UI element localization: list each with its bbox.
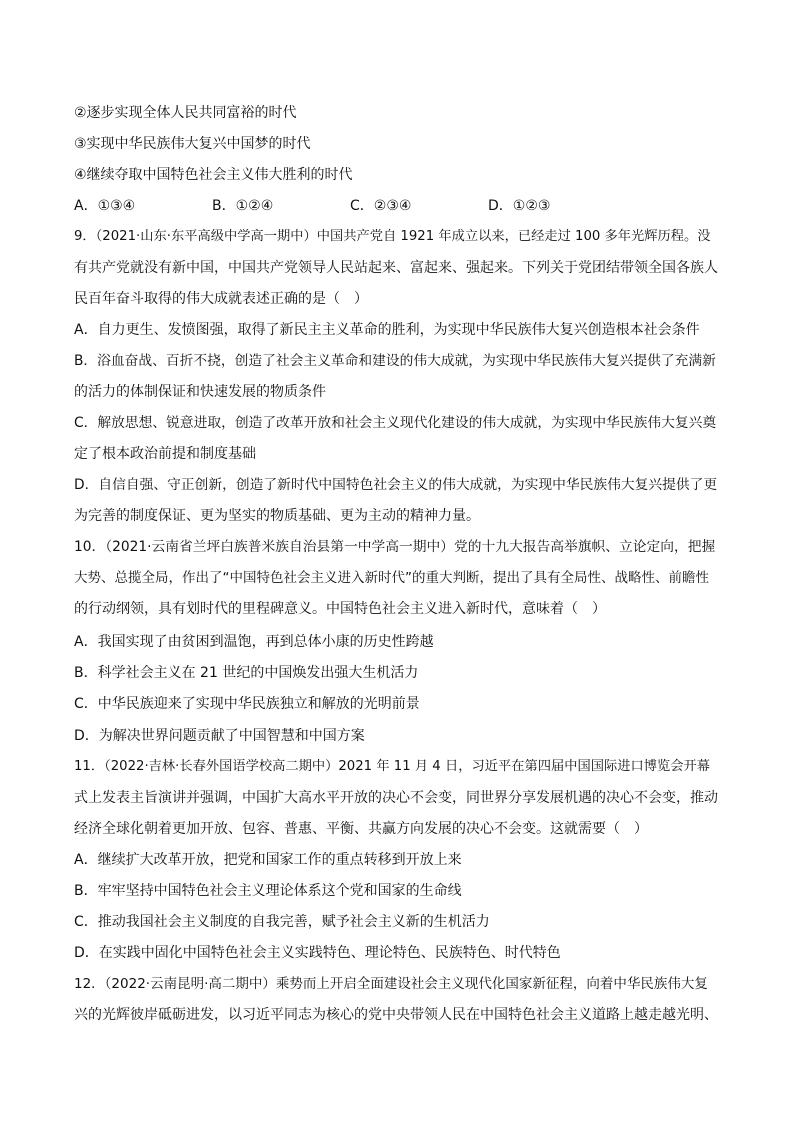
q9-option-b: B．浴血奋战、百折不挠，创造了社会主义革命和建设的伟大成就，为实现中华民族伟大复兴提供了充满新: [74, 353, 716, 369]
intro-item-2: ②逐步实现全体人民共同富裕的时代: [74, 105, 297, 121]
q9-option-b-cont: 的活力的体制保证和快速发展的物质条件: [74, 384, 326, 400]
q9-option-a: A．自力更生、发愤图强，取得了新民主主义革命的胜利，为实现中华民族伟大复兴创造根本社会条件: [74, 322, 700, 338]
q8-option-c: C．②③④: [350, 198, 412, 214]
q11-stem-line: 经济全球化朝着更加开放、包容、普惠、平衡、共赢方向发展的决心不会变。这就需要（ ）: [74, 821, 648, 837]
q9-option-c: C．解放思想、锐意进取，创造了改革开放和社会主义现代化建设的伟大成就，为实现中华民族伟大复兴奠: [74, 415, 717, 431]
q10-stem-line: 大势、总揽全局，作出了“中国特色社会主义进入新时代”的重大判断，提出了具有全局性、战略性、前瞻性: [74, 570, 709, 586]
q8-options: [74, 197, 634, 215]
q9-stem-line: 民百年奋斗取得的伟大成就表述正确的是（ ）: [74, 291, 368, 307]
intro-item-3: ③实现中华民族伟大复兴中国梦的时代: [74, 136, 311, 152]
q10-option-d: D．为解决世界问题贡献了中国智慧和中国方案: [74, 728, 365, 744]
q8-option-d: D．①②③: [488, 198, 551, 214]
q8-option-a: A．①③④: [74, 198, 136, 214]
q11-option-b: B．牢牢坚持中国特色社会主义理论体系这个党和国家的生命线: [74, 883, 462, 899]
q10-option-c: C．中华民族迎来了实现中华民族独立和解放的光明前景: [74, 696, 420, 712]
q11-stem-line: 11．（2022·吉林·长春外国语学校高二期中）2021 年 11 月 4 日，习近平在第四届中国国际进口博览会开幕: [74, 759, 710, 774]
q11-option-c: C．推动我国社会主义制度的自我完善，赋予社会主义新的生机活力: [74, 914, 490, 930]
q10-option-b: B．科学社会主义在 21 世纪的中国焕发出强大生机活力: [74, 665, 419, 681]
q12-stem-line: 12．（2022·云南昆明·高二期中）乘势而上开启全面建设社会主义现代化国家新征程，向着中华民族伟大复: [74, 976, 708, 992]
q9-option-d: D．自信自强、守正创新，创造了新时代中国特色社会主义的伟大成就，为实现中华民族伟大复兴提供了更: [74, 477, 718, 493]
q11-stem-line: 式上发表主旨演讲并强调，中国扩大高水平开放的决心不会变，同世界分享发展机遇的决心不会变，推动: [74, 790, 718, 806]
q9-option-c-cont: 定了根本政治前提和制度基础: [74, 446, 256, 462]
intro-item-4: ④继续夺取中国特色社会主义伟大胜利的时代: [74, 167, 353, 183]
q9-option-d-cont: 为完善的制度保证、更为坚实的物质基础、更为主动的精神力量。: [74, 508, 480, 524]
q9-stem-line: 9．（2021·山东·东平高级中学高一期中）中国共产党自 1921 年成立以来，已经走过 100 多年光辉历程。没: [74, 229, 711, 244]
q12-stem-line: 兴的光辉彼岸砥砺进发，以习近平同志为核心的党中央带领人民在中国特色社会主义道路上越走越光明、: [74, 1007, 718, 1023]
q11-option-a: A．继续扩大改革开放，把党和国家工作的重点转移到开放上来: [74, 852, 462, 868]
q10-stem-line: 10．（2021·云南省兰坪白族普米族自治县第一中学高一期中）党的十九大报告高举旗帜、立论定向，把握: [74, 539, 716, 555]
q10-stem-line: 的行动纲领，具有划时代的里程碑意义。中国特色社会主义进入新时代，意味着（ ）: [74, 601, 606, 617]
q9-stem-line: 有共产党就没有新中国，中国共产党领导人民站起来、富起来、强起来。下列关于党团结带领全国各族人: [74, 260, 718, 276]
q10-option-a: A．我国实现了由贫困到温饱，再到总体小康的历史性跨越: [74, 634, 434, 650]
q8-option-b: B．①②④: [212, 198, 274, 214]
q11-option-d: D．在实践中固化中国特色社会主义实践特色、理论特色、民族特色、时代特色: [74, 945, 561, 961]
